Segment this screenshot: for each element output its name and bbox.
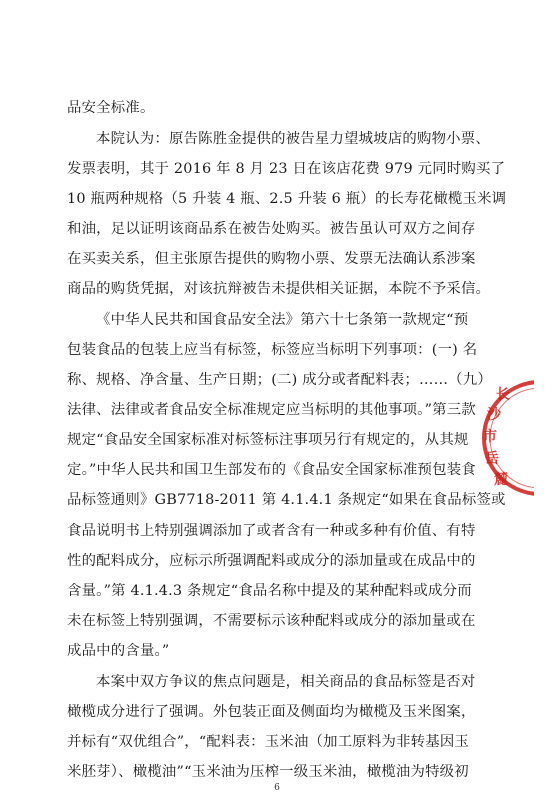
- seal-char: 岳: [485, 451, 499, 467]
- text-line: 性的配料成分，应标示所强调配料或成分的添加量或在成品中的: [67, 553, 476, 569]
- text-line: 未在标签上特别强调，不需要标示该种配料或成分的添加量或在: [67, 613, 476, 629]
- text-line: 和油，足以证明该商品系在被告处购买。被告虽认可双方之间存: [67, 221, 476, 237]
- text-line: 米胚芽）、橄榄油”“玉米油为压榨一级玉米油，橄榄油为特级初: [67, 764, 469, 780]
- text-line: 品安全标准。: [67, 100, 155, 116]
- text-line: 在买卖关系，但主张原告提供的购物小票、发票无法确认系涉案: [67, 251, 476, 267]
- text-line: 规定“食品安全国家标准对标签标注事项另行有规定的，从其规: [67, 432, 469, 448]
- text-line: 称、规格、净含量、生产日期；(二) 成分或者配料表；……（九）: [67, 372, 492, 388]
- seal-char: 沙: [487, 407, 501, 423]
- page-number: 6: [274, 783, 280, 793]
- text-line: 成品中的含量。”: [67, 643, 170, 659]
- seal-char: 市: [483, 429, 497, 445]
- text-line: 包装食品的包装上应当有标签，标签应当标明下列事项：(一) 名: [67, 342, 478, 358]
- seal-ring-icon: [466, 378, 534, 496]
- text-line: 含量。”第 4.1.4.3 条规定“食品名称中提及的某种配料或成分而: [67, 583, 472, 599]
- text-line: 并标有“双优组合”，“配料表：玉米油（加工原料为非转基因玉: [67, 734, 470, 750]
- text-line: 10 瓶两种规格（5 升装 4 瓶、2.5 升装 6 瓶）的长寿花橄榄玉米调: [67, 191, 507, 207]
- text-line: 本案中双方争议的焦点问题是，相关商品的食品标签是否对: [96, 674, 476, 690]
- text-line: 橄榄成分进行了强调。外包装正面及侧面均为橄榄及玉米图案，: [67, 704, 476, 720]
- court-seal: [466, 378, 534, 496]
- text-line: 食品说明书上特别强调添加了或者含有一种或多种有价值、有特: [67, 523, 476, 539]
- text-line: 《中华人民共和国食品安全法》第六十七条第一款规定“预: [96, 312, 469, 328]
- text-line: 品标签通则》GB7718-2011 第 4.1.4.1 条规定“如果在食品标签或: [67, 492, 506, 508]
- text-line: 法律、法律或者食品安全标准规定应当标明的其他事项。”第三款: [67, 402, 476, 418]
- text-line: 本院认为：原告陈胜金提供的被告星力望城坡店的购物小票、: [96, 131, 490, 147]
- text-line: 商品的购货凭据，对该抗辩被告未提供相关证据，本院不予采信。: [67, 281, 491, 297]
- text-line: 发票表明，其于 2016 年 8 月 23 日在该店花费 979 元同时购买了: [67, 161, 506, 177]
- seal-char: 长: [496, 387, 510, 403]
- seal-char: 麓: [494, 472, 508, 488]
- text-line: 定。”中华人民共和国卫生部发布的《食品安全国家标准预包装食: [67, 462, 476, 478]
